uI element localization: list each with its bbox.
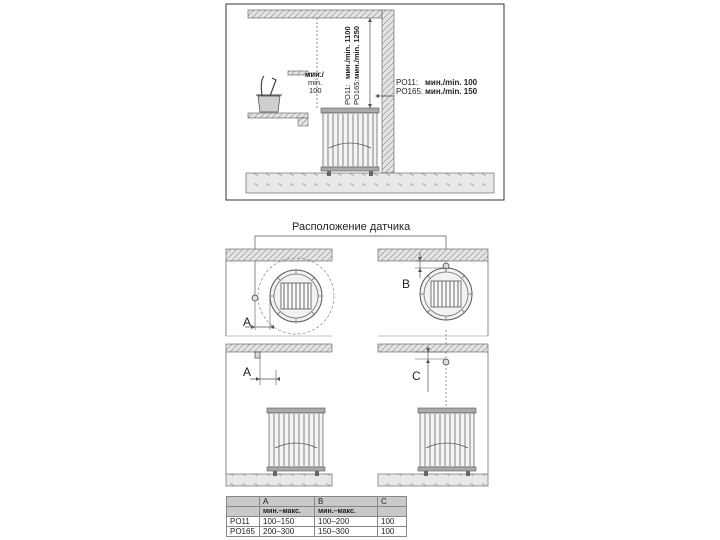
table-cell: PO165 [227,527,260,537]
right-label-po165-value: мин./min. 150 [425,87,478,96]
right-label-po11-model: PO11: [396,78,419,87]
table-header-cell: B [315,497,378,507]
vertical-label-po165 [352,26,361,105]
dim-c-label: C [412,369,421,383]
label-min-b: min. [308,78,323,87]
right-wall [382,10,394,173]
table-cell: 100 [378,517,407,527]
table-header-cell: A [260,497,315,507]
dim-a-top-label: A [243,315,252,329]
bench [248,113,308,118]
table-subheader-cell [227,507,260,517]
table-cell: 100–200 [315,517,378,527]
table-cell: 100 [378,527,407,537]
bucket-icon [256,76,282,112]
table-cell: 100–150 [260,517,315,527]
right-label-po11-value: мин./min. 100 [425,78,478,87]
table-subheader-cell: мин.–макс. [260,507,315,517]
panel-elevation-c [378,344,488,486]
sensor-icon [252,295,258,301]
sensor-icon-c [255,352,260,358]
table-header-cell: C [378,497,407,507]
sensor-icon-d [443,359,449,365]
panel-plan-view-b [378,249,488,345]
table-subheader-cell: мин.–макс. [315,507,378,517]
table-row [227,517,407,527]
vertical-label-po11 [343,26,352,105]
dim-a-bottom-label: A [243,365,252,379]
panel-elevation-a [226,344,332,486]
table-header-row [227,497,407,507]
vlabel-po11-value: мин./min. 1100 [343,26,352,79]
dim-b-label: B [402,277,411,291]
dimensions-table [226,496,407,537]
table-cell: 150–300 [315,527,378,537]
ceiling-wall [248,10,382,18]
vlabel-po165-prefix: PO165: [352,79,361,105]
label-min-c: 100 [309,86,322,95]
sensor-section-title: Расположение датчика [292,221,411,233]
vlabel-po165-value: мин./min. 1250 [352,25,361,79]
vlabel-po11-prefix: PO11: [343,84,352,105]
table-cell: 200–300 [260,527,315,537]
table-cell: PO11 [227,517,260,527]
table-row [227,527,407,537]
heater-icon [321,108,379,176]
top-elevation-view [226,4,504,200]
table-subheader-cell [378,507,407,517]
table-header-cell [227,497,260,507]
right-label-po165-model: PO165: [396,87,424,96]
table-subheader-row [227,507,407,517]
label-min-a: мин./ [305,70,324,79]
